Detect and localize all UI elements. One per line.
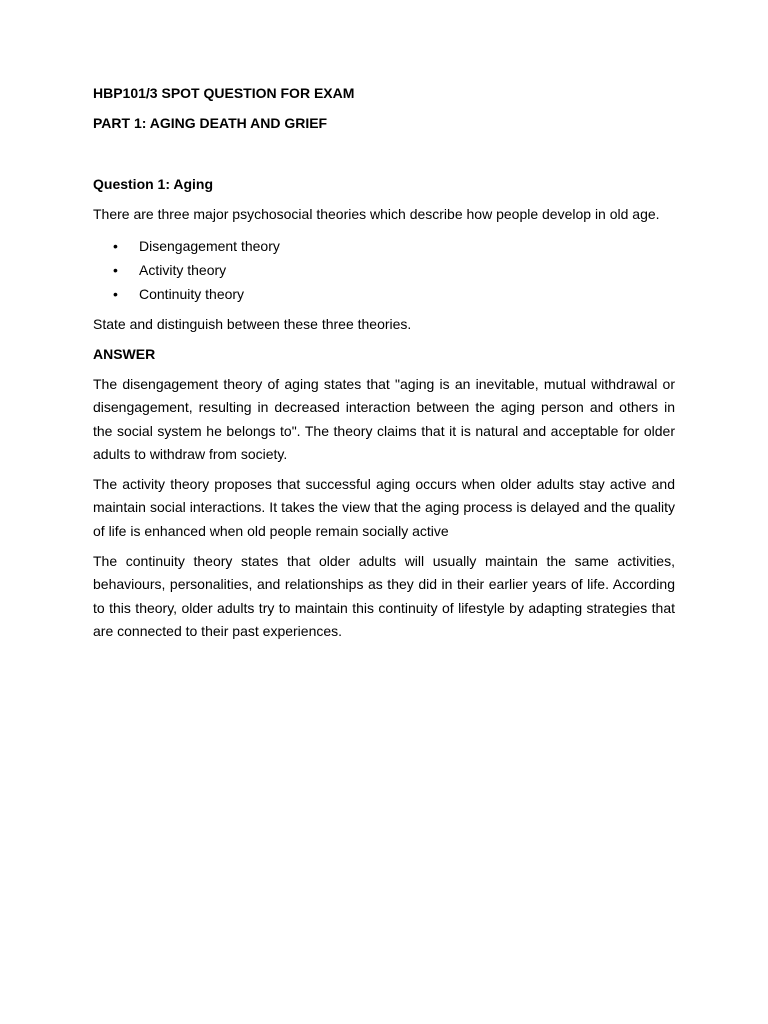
list-item-label: Disengagement theory (139, 238, 280, 254)
list-item-label: Activity theory (139, 262, 227, 278)
list-item (93, 234, 675, 258)
bullet-icon: • (113, 262, 118, 278)
part-heading: PART 1: AGING DEATH AND GRIEF (93, 115, 328, 131)
answer-paragraph-disengagement: The disengagement theory of aging states that "aging is an inevitable, mutual withdrawal or disengagement, resulting in decreased interaction between the aging person and others in the social system he belongs to". The theory claims that it is natural and acceptable for older adults to withdraw from society. (93, 376, 675, 462)
answer-heading: ANSWER (93, 346, 156, 362)
question-instruction: State and distinguish between these three theories. (93, 316, 412, 332)
list-item (93, 258, 675, 282)
question-intro: There are three major psychosocial theories which describe how people develop in old age. (93, 206, 660, 222)
document-title: HBP101/3 SPOT QUESTION FOR EXAM (93, 85, 355, 101)
list-item-label: Continuity theory (139, 286, 245, 302)
theory-list (93, 234, 675, 306)
question-heading: Question 1: Aging (93, 176, 214, 192)
answer-paragraph-activity: The activity theory proposes that successful aging occurs when older adults stay active and maintain social interactions. It takes the view that the aging process is delayed and the quality of life is enhanced when old people remain socially active (93, 476, 675, 539)
bullet-icon: • (113, 286, 118, 302)
document-content (93, 82, 675, 643)
answer-paragraph-continuity: The continuity theory states that older adults will usually maintain the same activities, behaviours, personalities, and relationships as they did in their earlier years of life. According to this theory, older adults try to maintain this continuity of lifestyle by adapting strategies that are connected to their past experiences. (93, 553, 675, 639)
bullet-icon: • (113, 238, 118, 254)
list-item (93, 282, 675, 306)
